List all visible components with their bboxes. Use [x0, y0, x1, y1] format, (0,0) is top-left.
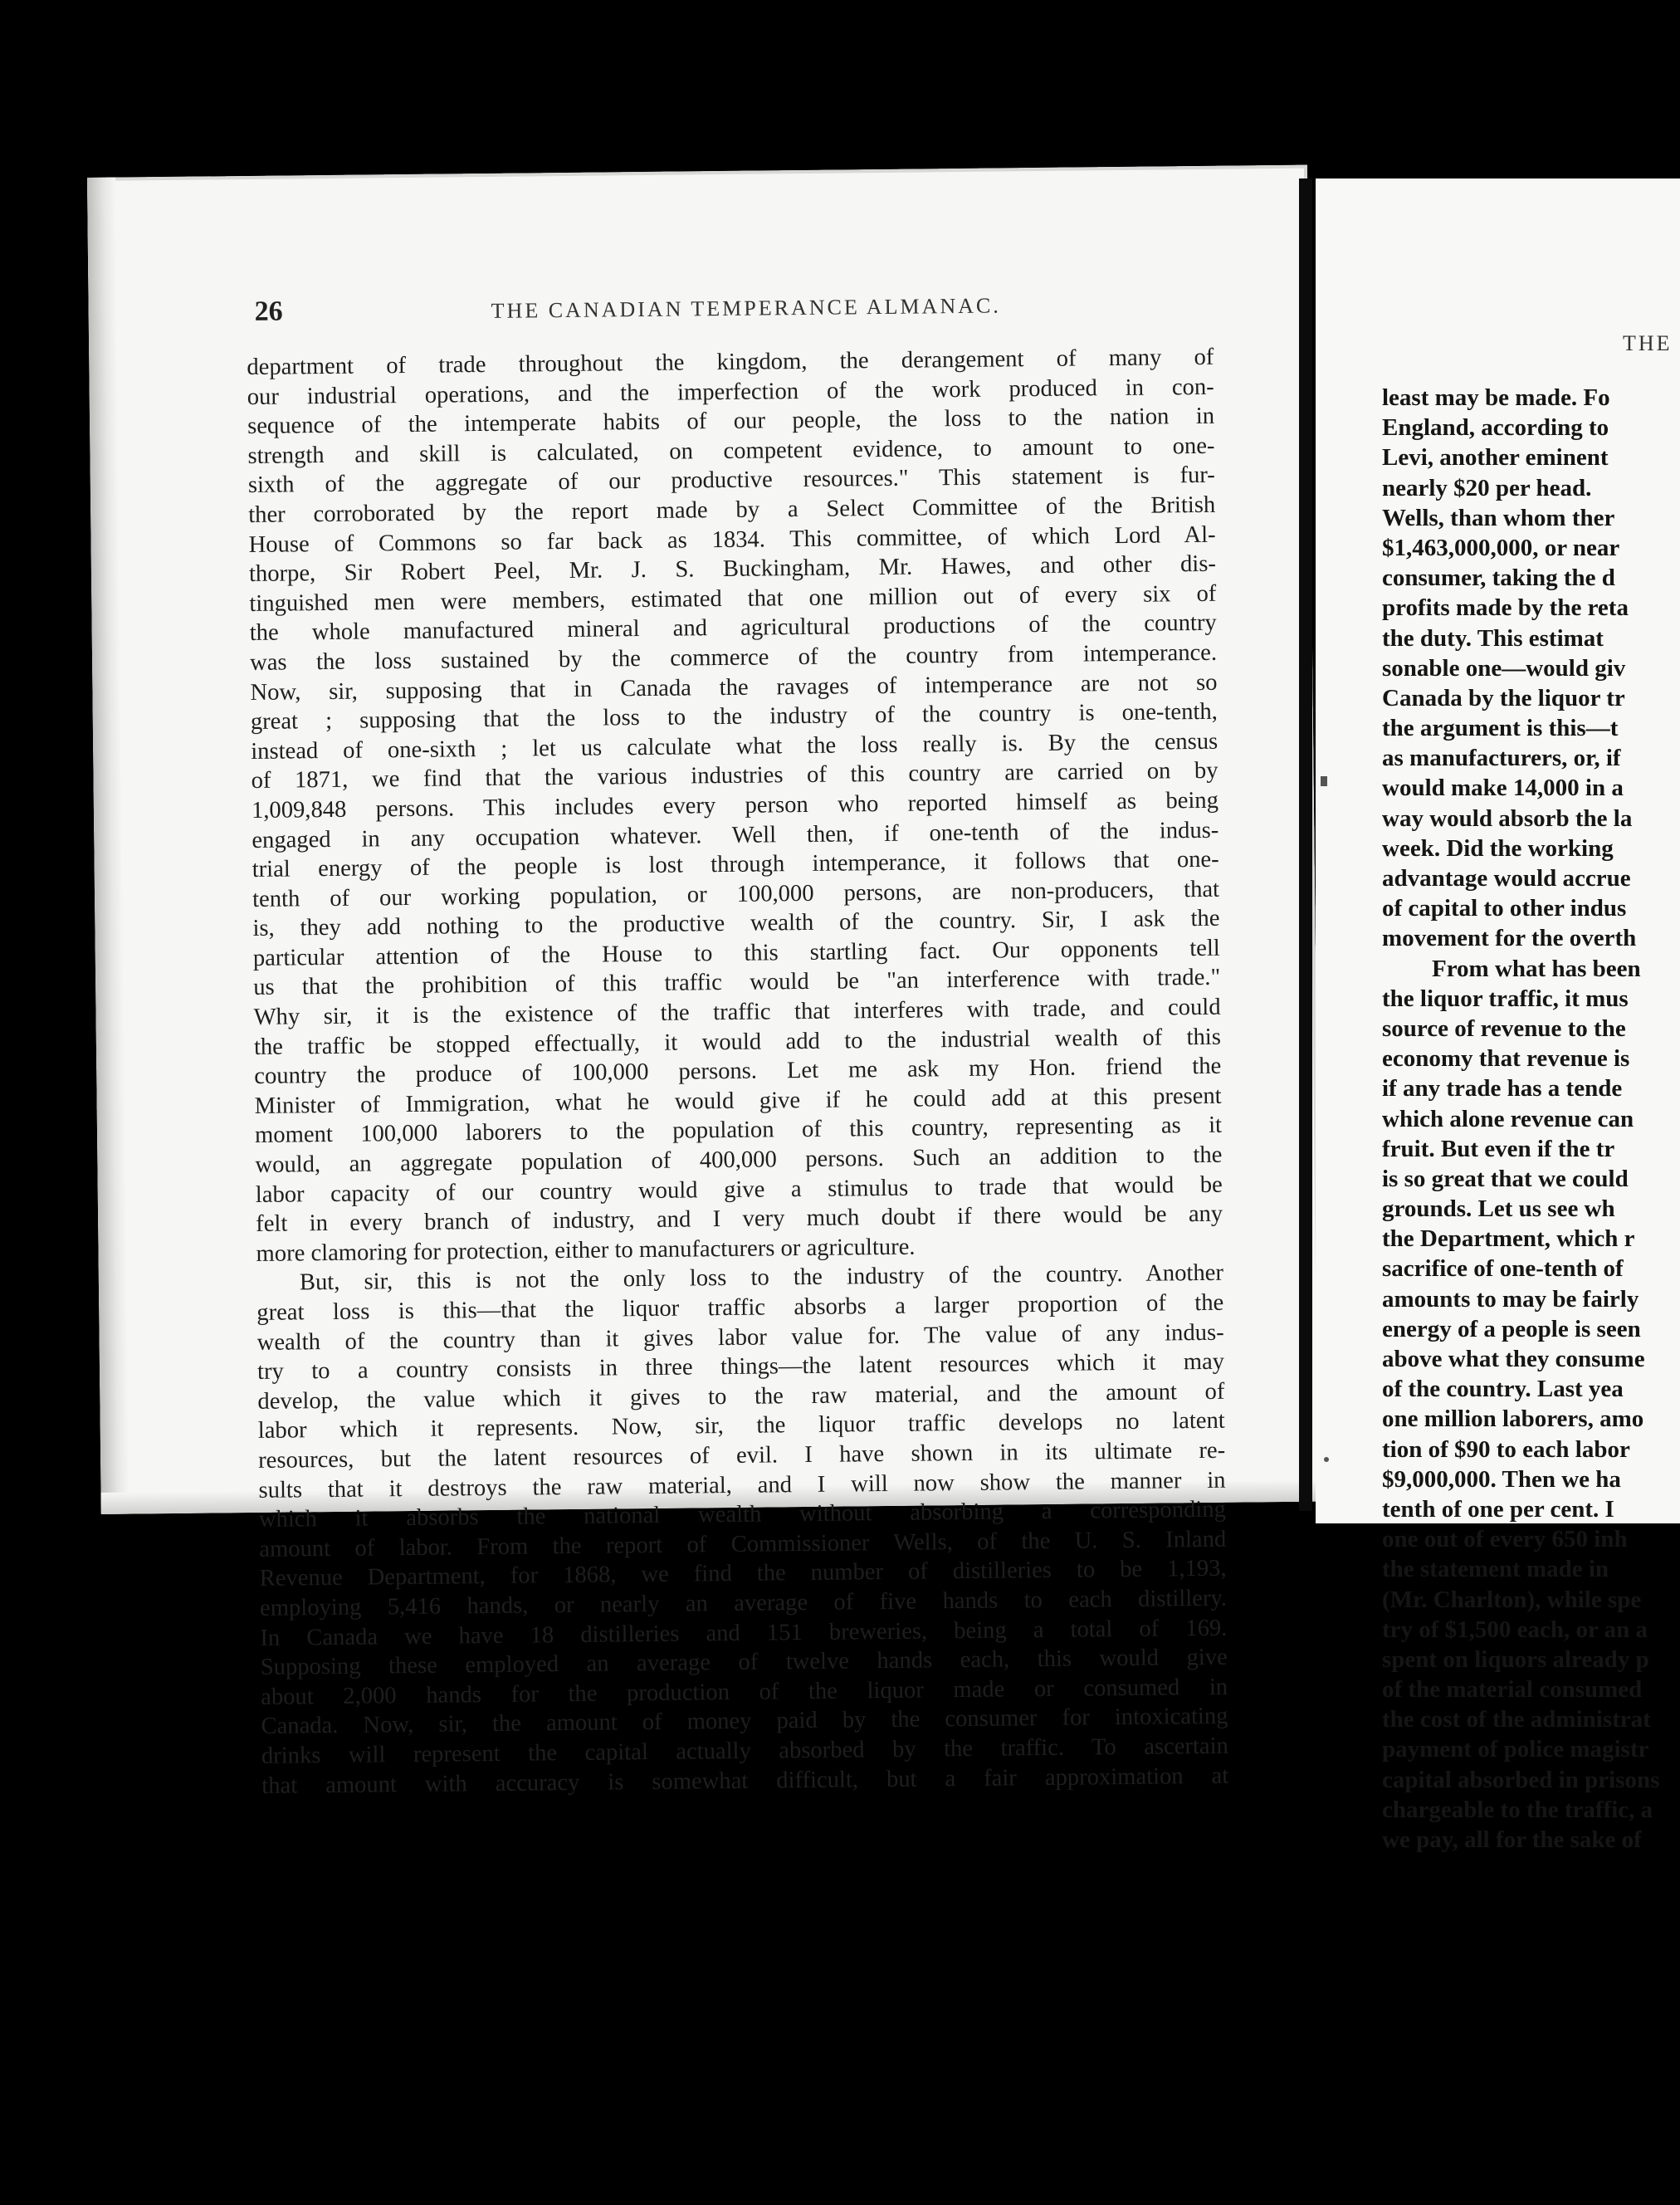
text-line: Wells, than whom ther: [1382, 504, 1615, 531]
text-line: spent on liquors already p: [1382, 1645, 1649, 1673]
text-line: of capital to other indus: [1382, 895, 1627, 922]
text-line: the statement made in: [1382, 1556, 1609, 1583]
text-line: the argument is this—t: [1382, 715, 1619, 742]
text-line: From what has been: [1432, 955, 1641, 982]
text-line: way would absorb the la: [1382, 804, 1633, 832]
left-page-header: [255, 287, 1110, 338]
text-line: instead of one-sixth ; let us calculate what the loss really is. By the census: [251, 728, 1218, 765]
text-line: engaged in any occupation whatever. Well then, if one-tenth of the indus-: [252, 817, 1219, 853]
text-line: fruit. But even if the tr: [1382, 1135, 1615, 1162]
text-line: resources, but the latent resources of evil. I have shown in its ultimate re-: [258, 1437, 1226, 1474]
text-line: country the produce of 100,000 persons. Let me ask my Hon. friend the: [254, 1054, 1222, 1090]
text-line: grounds. Let us see wh: [1382, 1195, 1615, 1223]
text-line: which alone revenue can: [1382, 1105, 1634, 1132]
text-line: of the material consumed: [1382, 1676, 1643, 1704]
text-line: advantage would accrue: [1382, 865, 1631, 892]
text-line: movement for the overth: [1382, 925, 1637, 952]
text-line: above what they consume: [1382, 1346, 1645, 1372]
text-line: would make 14,000 in a: [1382, 775, 1624, 802]
left-page: [87, 165, 1321, 1799]
text-line: more clamoring for protection, either to manufacturers or agriculture.: [256, 1234, 916, 1267]
text-line: $1,463,000,000, or near: [1382, 534, 1620, 561]
text-line: which it absorbs the national wealth without absorbing a corresponding: [258, 1496, 1227, 1533]
text-line: department of trade throughout the kingdom, the derangement of many of: [247, 344, 1214, 380]
text-line: if any trade has a tende: [1382, 1075, 1623, 1102]
text-line: sults that it destroys the raw material, and I will now show the manner in: [258, 1467, 1226, 1503]
text-line: about 2,000 hands for the production of the liquor made or consumed in: [261, 1674, 1228, 1710]
text-line: is so great that we could: [1382, 1165, 1629, 1192]
text-line: great loss is this—that the liquor traffic absorbs a larger proportion of the: [256, 1289, 1224, 1326]
page-gutter: [1299, 178, 1312, 1511]
text-line: Canada by the liquor tr: [1382, 684, 1625, 711]
text-line: amounts to may be fairly: [1382, 1285, 1639, 1313]
text-line: the liquor traffic, it mus: [1382, 985, 1629, 1012]
text-line: of the country. Last yea: [1382, 1376, 1624, 1403]
text-line: Now, sir, supposing that in Canada the ravages of intemperance are not so: [250, 669, 1218, 706]
text-line: $9,000,000. Then we ha: [1382, 1465, 1621, 1493]
text-line: House of Commons so far back as 1834. This committee, of which Lord Al-: [248, 521, 1216, 558]
text-line: employing 5,416 hands, or nearly an average of five hands to each distillery.: [259, 1585, 1228, 1621]
text-line: ther corroborated by the report made by a Select Committee of the British: [248, 491, 1216, 528]
text-line: the traffic be stopped effectually, it would add to the industrial wealth of this: [253, 1024, 1222, 1060]
text-line: source of revenue to the: [1382, 1014, 1626, 1042]
text-line: economy that revenue is: [1382, 1045, 1630, 1073]
right-running-title: THE: [1623, 331, 1673, 355]
text-line: Why sir, it is the existence of the traffic that interferes with trade, and could: [253, 994, 1221, 1031]
text-line: great ; supposing that the loss to the industry of the country is one-tenth,: [250, 698, 1218, 736]
text-line: amount of labor. From the report of Commissioner Wells, of the U. S. Inland: [259, 1526, 1227, 1562]
text-line: nearly $20 per head.: [1382, 474, 1592, 501]
text-line: But, sir, this is not the only loss to the industry of the country. Another: [299, 1260, 1224, 1296]
text-line: try of $1,500 each, or an a: [1382, 1616, 1648, 1643]
text-line: labor which it represents. Now, sir, the liquor traffic develops no latent: [257, 1408, 1225, 1445]
text-line: wealth of the country than it gives labor value for. The value of any indus-: [256, 1319, 1224, 1356]
text-line: moment 100,000 laborers to the population of this country, representing as it: [254, 1112, 1223, 1149]
text-line: energy of a people is seen: [1382, 1315, 1641, 1342]
right-page: [1316, 178, 1680, 1853]
text-line: one out of every 650 inh: [1382, 1526, 1628, 1553]
text-line: develop, the value which it gives to the raw material, and the amount of: [257, 1378, 1225, 1415]
text-line: consumer, taking the d: [1382, 565, 1615, 592]
text-line: Supposing these employed an average of twelve hands each, this would give: [260, 1644, 1228, 1681]
text-line: tenth of one per cent. I: [1382, 1495, 1614, 1523]
text-line: capital absorbed in prisons: [1382, 1766, 1660, 1793]
text-line: England, according to: [1382, 414, 1609, 442]
text-line: sonable one—would giv: [1382, 654, 1626, 682]
text-line: us that the prohibition of this traffic would be "an interference with trade.": [253, 965, 1221, 1001]
text-line: strength and skill is calculated, on competent evidence, to amount to one-: [247, 433, 1215, 469]
page-mark: [1324, 1457, 1329, 1462]
text-line: chargeable to the traffic, a: [1382, 1796, 1653, 1823]
text-line: sequence of the intemperate habits of our people, the loss to the nation in: [247, 403, 1215, 440]
text-line: was the loss sustained by the commerce of the country from intemperance.: [249, 639, 1218, 676]
text-line: particular attention of the House to this startling fact. Our opponents tell: [252, 935, 1220, 971]
text-line: Minister of Immigration, what he would give if he could add at this present: [254, 1083, 1222, 1119]
text-line: thorpe, Sir Robert Peel, Mr. J. S. Buckingham, Mr. Hawes, and other dis-: [248, 550, 1217, 588]
text-line: tenth of our working population, or 100,000 persons, are non-producers, that: [252, 876, 1220, 912]
text-line: In Canada we have 18 distilleries and 151 breweries, being a total of 169.: [260, 1615, 1228, 1651]
text-line: that amount with accuracy is somewhat difficult, but a fair approximation at: [261, 1763, 1229, 1799]
text-line: tinguished men were members, estimated that one million out of every six of: [249, 580, 1217, 617]
text-line: (Mr. Charlton), while spe: [1382, 1586, 1642, 1613]
text-line: Revenue Department, for 1868, we find the number of distilleries to be 1,193,: [259, 1556, 1227, 1592]
text-line: profits made by the reta: [1382, 594, 1629, 622]
text-line: of 1871, we find that the various industries of this country are carried on by: [251, 758, 1218, 794]
text-line: as manufacturers, or, if: [1382, 745, 1621, 772]
text-line: tion of $90 to each labor: [1382, 1435, 1630, 1463]
text-line: our industrial operations, and the imperfection of the work produced in con-: [247, 374, 1214, 410]
text-line: sixth of the aggregate of our productive resources." This statement is fur-: [247, 462, 1215, 499]
page-number: 26: [254, 296, 283, 327]
left-page-body: [247, 343, 1228, 1801]
text-line: the whole manufactured mineral and agricultural productions of the country: [249, 610, 1217, 647]
text-line: we pay, all for the sake of: [1382, 1826, 1642, 1853]
text-line: payment of police magistr: [1382, 1736, 1649, 1763]
text-line: the duty. This estimat: [1382, 624, 1604, 652]
page-binding-edge: [87, 178, 129, 1514]
text-line: Levi, another eminent: [1382, 444, 1609, 472]
text-line: the Department, which r: [1382, 1225, 1635, 1253]
text-line: try to a country consists in three things—the latent resources which it may: [256, 1348, 1225, 1386]
text-line: trial energy of the people is lost through intemperance, it follows that one-: [252, 846, 1219, 883]
text-line: one million laborers, amo: [1382, 1406, 1644, 1433]
right-page-body: [1382, 383, 1680, 1855]
text-line: felt in every branch of industry, and I very much doubt if there would be any: [256, 1200, 1223, 1238]
text-line: least may be made. Fo: [1382, 384, 1610, 411]
text-line: drinks will represent the capital actually absorbed by the traffic. To ascertain: [261, 1733, 1229, 1769]
text-line: labor capacity of our country would give a stimulus to trade that would be: [255, 1171, 1223, 1208]
text-line: 1,009,848 persons. This includes every person who reported himself as being: [251, 787, 1219, 824]
text-line: week. Did the working: [1382, 834, 1614, 862]
text-line: is, they add nothing to the productive wealth of the country. Sir, I ask the: [252, 906, 1220, 942]
text-line: the cost of the administrat: [1382, 1706, 1651, 1733]
text-line: would, an aggregate population of 400,000 persons. Such an addition to the: [255, 1142, 1223, 1178]
page-mark: [1321, 776, 1327, 786]
text-line: Canada. Now, sir, the amount of money paid by the consumer for intoxicating: [261, 1704, 1228, 1740]
text-line: sacrifice of one-tenth of: [1382, 1255, 1624, 1283]
running-title: THE CANADIAN TEMPERANCE ALMANAC.: [491, 293, 1001, 323]
